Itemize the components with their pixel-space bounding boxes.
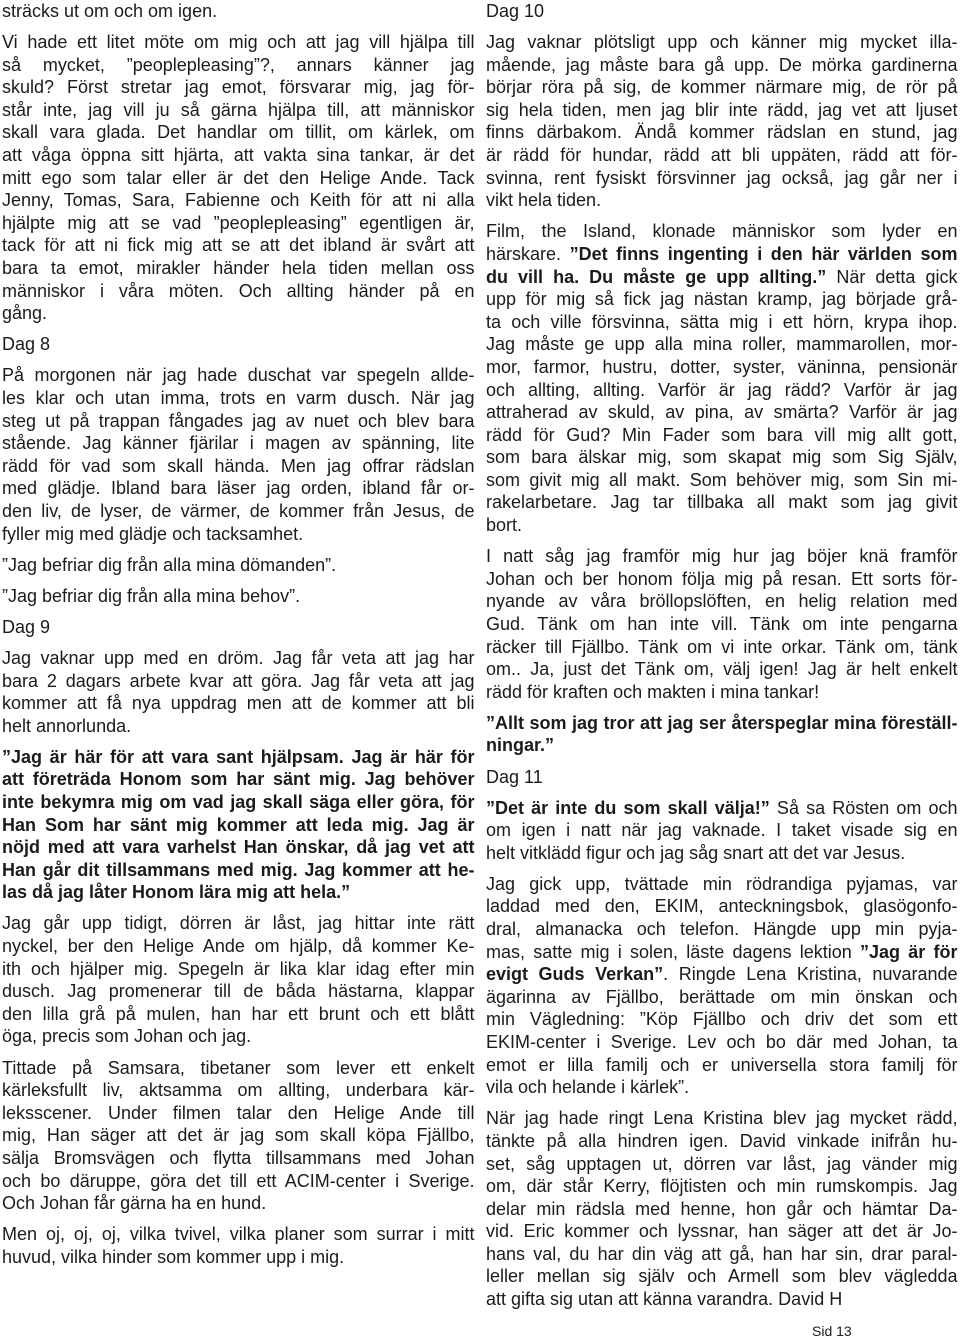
text-run: När detta gick	[826, 266, 958, 287]
text-line	[486, 636, 958, 659]
text-line	[486, 1031, 958, 1054]
text-line	[486, 446, 958, 469]
text-line	[2, 1170, 475, 1193]
text-line	[486, 379, 958, 402]
text-line	[486, 681, 958, 704]
line-text: bort.	[486, 515, 523, 536]
line-text: Jag måste ge upp alla mina roller, mammarollen, mor-	[486, 334, 958, 355]
quote-paragraph	[2, 746, 475, 904]
text-line	[2, 234, 475, 257]
text-line	[2, 212, 475, 235]
text-line	[2, 746, 475, 769]
text-line	[486, 712, 958, 735]
text-line	[2, 1057, 475, 1080]
line-text: om.. Ja, just det Tänk om, välj igen! Jag är helt enkelt	[486, 659, 958, 680]
line-text: leller mellan sig själv och Armell som blev vägledda	[486, 1266, 958, 1287]
line-text: ägarinna av Fjällbo, berättade om min önskan och	[486, 986, 958, 1007]
line-text: Han går dit tillsammans med mig. Jag kommer att he-	[2, 859, 475, 880]
text-line	[486, 514, 958, 537]
bold-text-run: du vill ha. Du måste ge upp allting.”	[486, 266, 827, 287]
text-line	[486, 1153, 958, 1176]
text-line	[486, 963, 958, 986]
text-line	[486, 288, 958, 311]
line-text: steg ut på trappan fångades jag av nuet och blev bara	[2, 410, 475, 431]
text-line	[2, 302, 475, 325]
line-text: och allting, allting. Varför är jag rädd? Varför är jag	[486, 379, 958, 400]
text-line	[2, 257, 475, 280]
line-text: sträcks ut om och om igen.	[2, 1, 218, 21]
line-text: med glädje. Ibland bara läser jag orden, ibland får or-	[2, 478, 475, 499]
page-number: Sid 13	[812, 1323, 852, 1339]
line-text: inte bekymra mig om vad jag skall säga eller göra, för	[2, 792, 475, 812]
text-line	[2, 410, 475, 433]
text-line	[486, 220, 958, 243]
line-text: Jenny, Tomas, Sara, Fabienne och Keith för att ni alla	[2, 190, 475, 211]
text-line	[486, 918, 958, 941]
line-text: leksscener. Under filmen talar den Helige Ande till	[2, 1102, 475, 1123]
line-text: ith och hjälper mig. Spegeln är lika klar idag efter min	[2, 958, 475, 979]
line-text: mor, farmor, hustru, dotter, syster, väninna, pensionär	[486, 356, 958, 377]
line-text: helt vitklädd figur och jag såg snart att det var Jesus.	[486, 842, 906, 863]
text-run: mas, satte mig i solen, läste dagens lektion	[486, 941, 861, 962]
line-text: helt annorlunda.	[2, 715, 132, 736]
text-line	[486, 266, 958, 289]
text-line	[486, 1175, 958, 1198]
text-line	[2, 99, 475, 122]
line-text: laddad med den, EKIM, anteckningsbok, glasögonfo-	[486, 896, 958, 917]
line-text: nyande av våra bröllopslöften, en helig relation med	[486, 591, 958, 612]
text-line	[486, 613, 958, 636]
text-line	[2, 1223, 475, 1246]
line-text: den liv, de lyser, de värmer, de kommer från Jesus, de	[2, 500, 475, 521]
line-text: dral, almanacka och telefon. Hängde upp min pyja-	[486, 919, 958, 940]
text-line	[2, 859, 475, 882]
line-text: att företräda Honom som har sänt mig. Jag behöver	[2, 769, 475, 790]
text-line	[486, 54, 958, 77]
line-text	[486, 267, 957, 287]
paragraph	[2, 912, 475, 1048]
line-text: mående, jag måste bara gå upp. De mörka gardinerna	[486, 54, 958, 75]
paragraph	[2, 364, 475, 545]
paragraph	[2, 647, 475, 737]
bold-text-run: ”Jag är för	[860, 941, 958, 962]
text-line	[2, 31, 475, 54]
line-text: les klar och utan imma, trots en varm dusch. När jag	[2, 388, 475, 408]
text-line	[486, 1220, 958, 1243]
line-text: nöjd med att vara varhelst Han önskar, då jag vet att	[2, 837, 475, 858]
text-line	[2, 0, 475, 23]
text-line	[2, 980, 475, 1003]
text-line	[486, 895, 958, 918]
line-text: börjar röra på sig, de kommer närmare mig, de rör på	[486, 77, 958, 98]
line-text: ”Jag är här för att vara sant hjälpsam. Jag är här för	[2, 746, 475, 767]
text-line	[2, 935, 475, 958]
text-line	[2, 1124, 475, 1147]
line-text: hans val, du har din väg att gå, han har sin, drar paral-	[486, 1243, 958, 1264]
line-text: I natt såg jag framför mig hur jag böjer knä framför	[486, 546, 958, 567]
line-text: vila och helande i kärlek”.	[486, 1077, 690, 1098]
text-line	[486, 1198, 958, 1221]
text-line	[486, 76, 958, 99]
text-line	[486, 311, 958, 334]
text-line	[2, 477, 475, 500]
text-line	[486, 986, 958, 1009]
text-line	[486, 144, 958, 167]
text-line	[2, 1147, 475, 1170]
text-run: Så sa Rösten om och	[769, 797, 958, 818]
line-text: Jag går upp tidigt, dörren är låst, jag hittar inte rätt	[2, 913, 475, 934]
line-text: som givit mig all makt. Som behöver mig, som Sin mi-	[486, 469, 958, 490]
line-text: Vi hade ett litet möte om mig och att jag vill hjälpa till	[2, 32, 475, 53]
bold-text-run: ”Det finns ingenting i den här världen som	[569, 243, 958, 264]
paragraph	[486, 545, 958, 703]
text-line	[2, 1079, 475, 1102]
text-line	[486, 333, 958, 356]
text-line	[486, 491, 958, 514]
line-text: och bo däruppe, göra det till ett ACIM-center i Sverige.	[2, 1170, 475, 1191]
line-text: När jag hade ringt Lena Kristina blev jag mycket rädd,	[486, 1108, 958, 1129]
text-line	[2, 432, 475, 455]
text-line	[486, 941, 958, 964]
line-text: tänkte på alla hindren igen. David vinkade inifrån hu-	[486, 1130, 958, 1151]
text-run: . Ringde Lena Kristina, nuvarande	[663, 964, 958, 985]
text-line	[2, 1102, 475, 1125]
text-line	[486, 167, 958, 190]
text-line	[486, 121, 958, 144]
line-text: min Vägledning: ”Köp Fjällbo och driv det som ett	[486, 1009, 958, 1030]
line-text: stående. Jag känner fjärilar i magen av spänning, lite	[2, 433, 475, 454]
text-line	[486, 873, 958, 896]
text-line	[486, 31, 958, 54]
line-text: sig hela tiden, men jag blir inte rädd, jag vet att ljuset	[486, 99, 958, 120]
paragraph	[486, 220, 958, 536]
line-text: Johan och ber honom följa mig på resan. Ett sorts för-	[486, 568, 958, 589]
text-line	[486, 819, 958, 842]
line-text: tack för att ni fick mig att se att det ibland är svårt att	[2, 235, 475, 256]
text-line	[486, 568, 958, 591]
line-text: bara 2 dagars arbete kvar att göra. Jag får veta att jag	[2, 670, 475, 691]
text-line	[2, 715, 475, 738]
text-line	[486, 1243, 958, 1266]
line-text: svinna, rent fysiskt försvinner jag också, jag går ner i	[486, 167, 958, 188]
quote-paragraph	[486, 712, 958, 757]
text-run: härskare.	[486, 243, 570, 264]
text-line	[486, 658, 958, 681]
line-text: skall vara glada. Det handlar om tillit, om kärlek, om	[2, 122, 475, 143]
text-line	[486, 590, 958, 613]
line-text: mig, Han säger att det är jag som skall köpa Fjällbo,	[2, 1125, 475, 1146]
line-text: upp för mig så fick jag nästan kramp, jag började grå-	[486, 289, 958, 310]
text-line	[486, 1107, 958, 1130]
text-line	[486, 99, 958, 122]
line-text: skuld? Först stretar jag emot, försvarar mig, jag för-	[2, 77, 475, 98]
line-text: om igen i natt när jag vaknade. I taket visade sig en	[486, 820, 958, 841]
line-text: som bara älskar mig, som skapat mig som Sig Själv,	[486, 447, 958, 468]
text-line	[2, 387, 475, 410]
line-text: fyller mig med glädje och tacksamhet.	[2, 523, 304, 544]
text-line	[2, 1246, 475, 1269]
line-text	[486, 244, 958, 264]
text-line	[486, 1054, 958, 1077]
line-text: Och Johan får gärna ha en hund.	[2, 1193, 267, 1214]
text-line	[486, 1008, 958, 1031]
paragraph	[2, 585, 475, 608]
line-text: ningar.”	[486, 735, 555, 756]
text-line	[2, 912, 475, 935]
line-text: attraherad av skuld, av pina, av smärta? Varför är jag	[486, 402, 958, 423]
text-line	[486, 189, 958, 212]
line-text: den lilla grå på mulen, han har ett brunt och ett blått	[2, 1003, 475, 1024]
line-text	[486, 942, 958, 962]
text-line	[2, 455, 475, 478]
line-text: människor i våra möten. Och allting händer på en	[2, 280, 475, 301]
text-line	[2, 364, 475, 387]
heading-dag-8: Dag 8	[2, 334, 51, 355]
paragraph	[486, 873, 958, 1099]
text-line	[486, 797, 958, 820]
line-text: På morgonen när jag hade duschat var spegeln allde-	[2, 365, 475, 386]
line-text: ”Allt som jag tror att jag ser återspeglar mina föreställ-	[486, 712, 958, 733]
text-line	[2, 647, 475, 670]
bold-text-run: evigt Guds Verkan”	[486, 964, 664, 985]
left-column	[2, 0, 475, 1268]
text-line	[2, 144, 475, 167]
paragraph	[2, 554, 475, 577]
text-line	[2, 189, 475, 212]
line-text: sälja Bromsvägen och flytta tillsammans med Johan	[2, 1147, 475, 1168]
text-line	[486, 842, 958, 865]
heading-dag-11: Dag 11	[486, 766, 543, 787]
text-line	[486, 1288, 958, 1311]
line-text: Han Som har sänt mig kommer att leda mig. Jag är	[2, 814, 475, 835]
text-line	[2, 280, 475, 303]
line-text: att gifta sig utan att känna varandra. David H	[486, 1289, 843, 1310]
line-text: vikt hela tiden.	[486, 190, 602, 211]
line-text: Tittade på Samsara, tibetaner som lever ett enkelt	[2, 1057, 475, 1078]
line-text: vid. Eric kommer och lyssnar, han säger att det är Jo-	[486, 1221, 958, 1242]
line-text: om, där står Kerry, flöjtisten och min rumskompis. Jag	[486, 1176, 958, 1197]
heading-dag-9: Dag 9	[2, 616, 51, 637]
text-line	[2, 958, 475, 981]
line-text: öga, precis som Johan och jag.	[2, 1026, 252, 1047]
line-text: dusch. Jag promenerar till de båda hästarna, klappar	[2, 981, 475, 1002]
line-text: delar min rädsla med henne, hon går och hämtar Da-	[486, 1198, 958, 1219]
text-line	[2, 121, 475, 144]
line-text: las då jag låter Honom lära mig att hela.”	[2, 882, 351, 903]
line-text: EKIM-center i Sverige. Lev och bo där med Johan, ta	[486, 1032, 958, 1053]
line-text: bara ta emot, mirakler händer hela tiden mellan oss	[2, 258, 475, 279]
text-line	[486, 424, 958, 447]
line-text: huvud, vilka hinder som kommer upp i mig.	[2, 1246, 345, 1267]
line-text: rädd för kraften och makten i mina tankar!	[486, 681, 820, 702]
line-text: mitt ego som talar eller är det den Helige Ande. Tack	[2, 167, 475, 188]
line-text: ta och ville försvinna, sätta mig i ett hörn, krypa ihop.	[486, 311, 958, 332]
paragraph	[2, 1057, 475, 1215]
paragraph	[2, 0, 475, 23]
line-text: rakelarbetare. Jag tar tillbaka all makt som jag givit	[486, 492, 958, 513]
text-line	[486, 545, 958, 568]
text-line	[2, 1192, 475, 1215]
line-text: Men oj, oj, oj, vilka tvivel, vilka planer som surrar i mitt	[2, 1224, 475, 1245]
heading-dag-10: Dag 10	[486, 1, 545, 21]
line-text	[486, 964, 958, 984]
line-text: räcker till Fjällbo. Tänk om vi inte orkar. Tänk om, tänk	[486, 636, 958, 657]
line-text: nyckel, ber den Helige Ande om hjälp, då kommer Ke-	[2, 936, 475, 957]
paragraph	[486, 797, 958, 865]
text-line	[2, 585, 475, 608]
paragraph	[486, 31, 958, 212]
text-line	[2, 836, 475, 859]
line-text: finns därbakom. Ändå kommer rädslan en stund, jag	[486, 122, 958, 143]
text-line	[486, 1265, 958, 1288]
line-text: ”Jag befriar dig från alla mina dömanden”.	[2, 554, 337, 575]
text-line	[486, 243, 958, 266]
line-text: att våga öppna sitt hjärta, att vakta sina tankar, är det	[2, 145, 475, 166]
line-text: så mycket, ”peoplepleasing”?, annars känner jag	[2, 54, 475, 75]
text-line	[2, 670, 475, 693]
line-text: rädd för vad som skall hända. Men jag offrar rädslan	[2, 455, 475, 476]
text-line	[2, 692, 475, 715]
paragraph	[2, 31, 475, 325]
line-text: står inte, jag vill ju så gärna hjälpa till, att människor	[2, 99, 475, 120]
line-text: kärleksfullt liv, aktsamma om allting, underbara kär-	[2, 1080, 475, 1101]
line-text: set, såg upptagen ut, dörren var låst, jag vänder mig	[486, 1153, 958, 1174]
text-line	[486, 1076, 958, 1099]
text-line	[486, 734, 958, 757]
line-text: är rädd för hundar, rädd att bli uppäten, rädd att för-	[486, 145, 958, 166]
paragraph	[2, 1223, 475, 1268]
text-line	[2, 523, 475, 546]
line-text: Gud. Tänk om han inte vill. Tänk om inte pengarna	[486, 613, 958, 634]
text-line	[486, 469, 958, 492]
line-text: Jag gick upp, tvättade min rödrandiga pyjamas, var	[486, 873, 958, 894]
text-line	[2, 1025, 475, 1048]
text-line	[2, 791, 475, 814]
text-line	[2, 881, 475, 904]
text-line	[2, 54, 475, 77]
text-line	[486, 356, 958, 379]
text-line	[2, 1003, 475, 1026]
text-line	[2, 554, 475, 577]
text-line	[486, 401, 958, 424]
line-text: rädd för Gud? Min Fader som bara vill mig allt gott,	[486, 424, 958, 445]
text-line	[2, 814, 475, 837]
right-column	[486, 0, 958, 1311]
line-text: gång.	[2, 303, 48, 324]
text-line	[2, 167, 475, 190]
line-text: Film, the Island, klonade människor som lyder en	[486, 221, 958, 242]
bold-text-run: ”Det är inte du som skall välja!”	[486, 797, 770, 818]
text-line	[486, 1130, 958, 1153]
line-text: emot er lilla familj och er universella stora familj för	[486, 1054, 958, 1075]
text-line	[2, 76, 475, 99]
text-line	[2, 500, 475, 523]
line-text: ”Jag befriar dig från alla mina behov”.	[2, 585, 301, 606]
line-text: Jag vaknar upp med en dröm. Jag får veta att jag har	[2, 647, 475, 668]
text-line	[2, 768, 475, 791]
paragraph	[486, 1107, 958, 1310]
line-text: hjälpte mig att se vad ”peoplepleasing” egentligen är,	[2, 212, 475, 233]
line-text: Jag vaknar plötsligt upp och känner mig mycket illa-	[486, 32, 958, 53]
line-text	[486, 798, 958, 818]
line-text: kommer att få nya uppdrag men att de kommer att bli	[2, 693, 475, 714]
